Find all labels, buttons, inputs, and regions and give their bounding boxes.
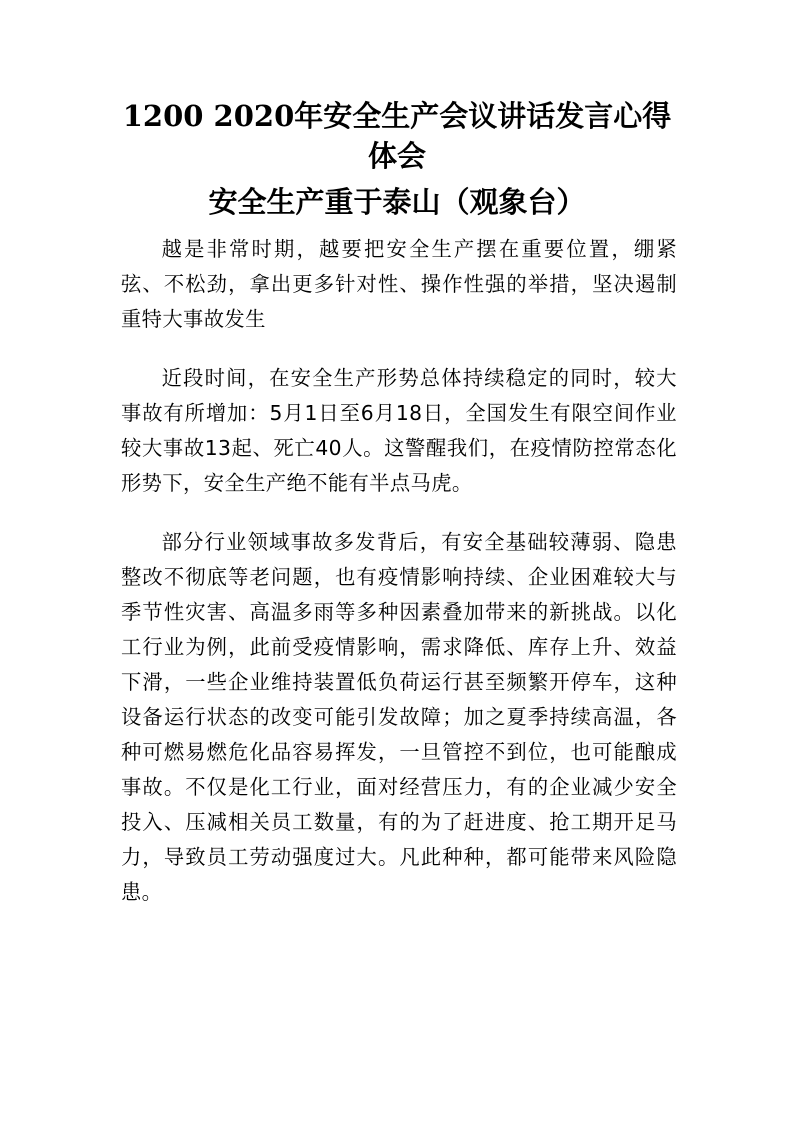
document-title-line-2: 体会 (367, 139, 426, 173)
document-title-line-1: 1200 2020年安全生产会议讲话发言心得 (122, 99, 672, 133)
paragraph-2: 近段时间，在安全生产形势总体持续稳定的同时，较大事故有所增加：5月1日至6月18日，全国发生有限空间作业较大事故13起、死亡40人。这警醒我们，在疫情防控常态化形势下，安全生产绝不能有半点马虎。 (121, 366, 677, 495)
paragraph-3: 部分行业领域事故多发背后，有安全基础较薄弱、隐患整改不彻底等老问题，也有疫情影响持续、企业困难较大与季节性灾害、高温多雨等多种因素叠加带来的新挑战。以化工行业为例，此前受疫情影响，需求降低、库存上升、效益下滑，一些企业维持装置低负荷运行甚至频繁开停车，这种设备运行状态的改变可能引发故障；加之夏季持续高温，各种可燃易燃危化品容易挥发，一旦管控不到位，也可能酿成事故。不仅是化工行业，面对经营压力，有的企业减少安全投入、压减相关员工数量，有的为了赶进度、抢工期开足马力，导致员工劳动强度过大。凡此种种，都可能带来风险隐患。 (121, 530, 677, 904)
document-body (121, 232, 677, 934)
paragraph-1: 越是非常时期，越要把安全生产摆在重要位置，绷紧弦、不松劲，拿出更多针对性、操作性强的举措，坚决遏制重特大事故发生 (121, 237, 677, 331)
document-subtitle: 安全生产重于泰山（观象台） (208, 185, 586, 219)
